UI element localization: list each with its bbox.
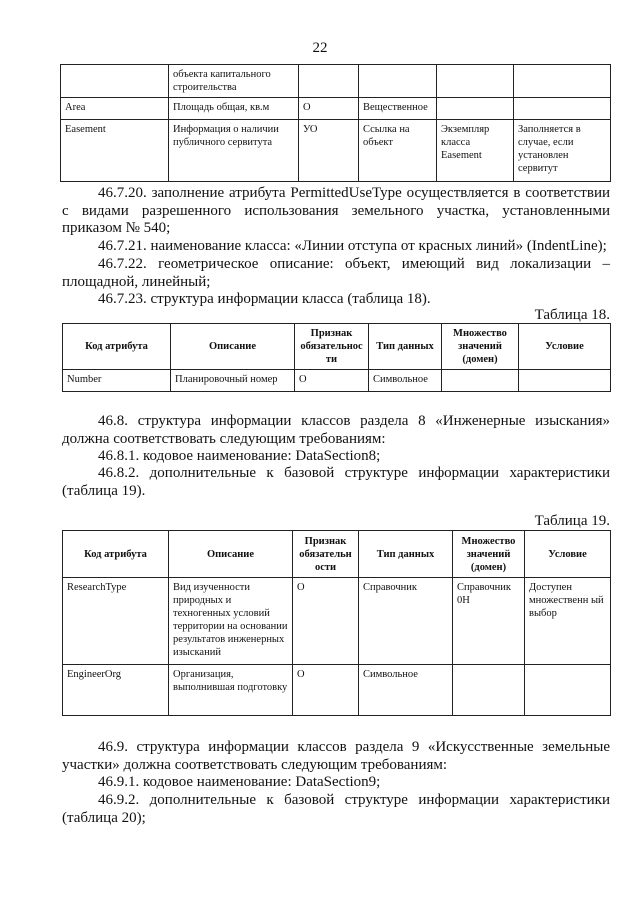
paragraph: 46.9.2. дополнительные к базовой структуре информации характеристики (таблица 20); (62, 792, 610, 826)
table-row (63, 370, 611, 392)
table-cell (514, 98, 611, 120)
table-cell: Площадь общая, кв.м (169, 98, 299, 120)
table-cell (453, 665, 525, 716)
table-cell: Вещественное (359, 98, 437, 120)
table-cell: EngineerOrg (63, 665, 169, 716)
table-cell (437, 98, 514, 120)
table-cell: Экземпляр класса Easement (437, 120, 514, 182)
table-cell: Планировочный номер (171, 370, 295, 392)
column-header: Признак обязательн ости (293, 531, 359, 578)
paragraph: 46.7.23. структура информации класса (таблица 18). (98, 291, 431, 307)
table-cell: Информация о наличии публичного сервитута (169, 120, 299, 182)
paragraph: 46.7.22. геометрическое описание: объект, имеющий вид локализации – площадной, линейный; (62, 256, 610, 290)
table-cell: Area (61, 98, 169, 120)
table-cell: Символьное (359, 665, 453, 716)
paragraph: 46.9.1. кодовое наименование: DataSection9; (98, 774, 381, 790)
column-header: Признак обязательнос ти (295, 324, 369, 370)
table-cell (519, 370, 611, 392)
table-cell: Справочник (359, 578, 453, 665)
column-header: Описание (169, 531, 293, 578)
column-header: Условие (519, 324, 611, 370)
paragraph: 46.8. структура информации классов раздела 8 «Инженерные изыскания» должна соответствовать следующим требованиям: (62, 413, 610, 447)
table-cell (299, 65, 359, 98)
table-cell: Вид изученности природных и техногенных условий территории на основании результатов инженерных изысканий (169, 578, 293, 665)
table-row (61, 98, 611, 120)
table-cell (61, 65, 169, 98)
table-cell (437, 65, 514, 98)
column-header: Код атрибута (63, 324, 171, 370)
table-cell: Организация, выполнившая подготовку (169, 665, 293, 716)
table-row (63, 578, 611, 665)
table-row (63, 665, 611, 716)
table-cell (514, 65, 611, 98)
table-cell: Number (63, 370, 171, 392)
table-cell: О (293, 578, 359, 665)
column-header: Код атрибута (63, 531, 169, 578)
table-cell: О (293, 665, 359, 716)
column-header: Тип данных (359, 531, 453, 578)
table-row (61, 65, 611, 98)
column-header: Описание (171, 324, 295, 370)
table-cell: Доступен множественн ый выбор (525, 578, 611, 665)
column-header: Множество значений (домен) (453, 531, 525, 578)
table-cell: О (299, 98, 359, 120)
table-cell (525, 665, 611, 716)
paragraph: 46.9. структура информации классов раздела 9 «Искусственные земельные участки» должна соответствовать следующим требованиям: (62, 739, 610, 773)
column-header: Тип данных (369, 324, 442, 370)
table-cell: Справочник 0Н (453, 578, 525, 665)
table-caption: Таблица 19. (534, 513, 610, 529)
table-cell: Заполняется в случае, если установлен сервитут (514, 120, 611, 182)
table-cell: Ссылка на объект (359, 120, 437, 182)
paragraph: 46.8.1. кодовое наименование: DataSection8; (98, 448, 381, 464)
table-caption: Таблица 18. (534, 307, 610, 323)
table-header-row (63, 531, 611, 578)
table-cell: О (295, 370, 369, 392)
table-cell: Easement (61, 120, 169, 182)
table-cell (359, 65, 437, 98)
table-row (61, 120, 611, 182)
table-cell: ResearchType (63, 578, 169, 665)
table-header-row (63, 324, 611, 370)
table-cell: Символьное (369, 370, 442, 392)
paragraph: 46.7.21. наименование класса: «Линии отступа от красных линий» (IndentLine); (98, 238, 607, 254)
table-cell (442, 370, 519, 392)
paragraph: 46.7.20. заполнение атрибута PermittedUseType осуществляется в соответствии с видами разрешенного использования земельного участка, установленными приказом № 540; (62, 185, 610, 236)
table-continuation (60, 64, 611, 182)
page-number: 22 (312, 40, 328, 56)
paragraph: 46.8.2. дополнительные к базовой структуре информации характеристики (таблица 19). (62, 465, 610, 499)
table-19 (62, 530, 611, 716)
table-cell: объекта капитального строительства (169, 65, 299, 98)
table-cell: УО (299, 120, 359, 182)
column-header: Множество значений (домен) (442, 324, 519, 370)
column-header: Условие (525, 531, 611, 578)
table-18 (62, 323, 611, 392)
